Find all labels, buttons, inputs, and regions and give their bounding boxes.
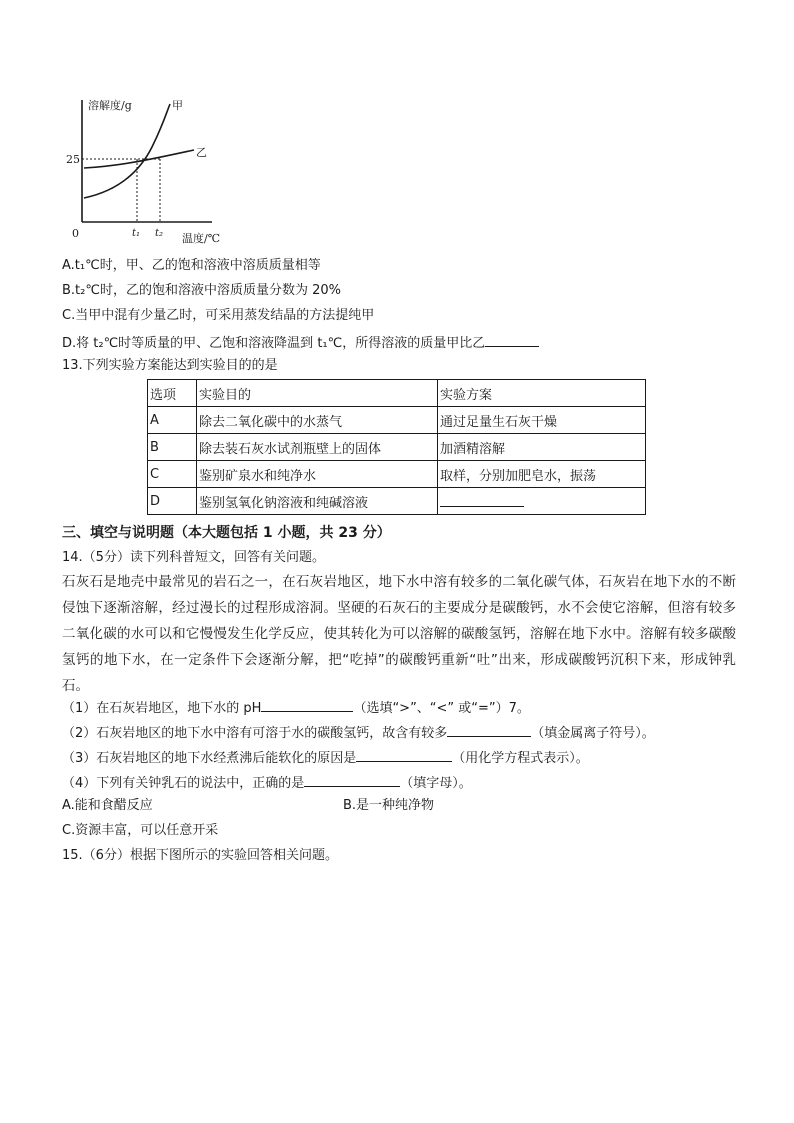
header-purpose: 实验目的	[197, 380, 438, 407]
curve-jia	[84, 104, 170, 198]
q14-sub4-text: （4）下列有关钟乳石的说法中，正确的是	[62, 776, 305, 791]
q12-option-d-text: D.将 t₂℃时等质量的甲、乙饱和溶液降温到 t₁℃，所得溶液的质量甲比乙	[62, 336, 486, 351]
row-a-option: A	[148, 407, 197, 434]
row-b-plan: 加酒精溶解	[438, 434, 646, 461]
row-d-purpose: 鉴别氢氧化钠溶液和纯碱溶液	[197, 488, 438, 515]
table-header-row	[148, 380, 646, 407]
q13-experiment-table	[147, 379, 646, 515]
q13-stem: 13.下列实验方案能达到实验目的的是	[62, 358, 278, 373]
header-plan: 实验方案	[438, 380, 646, 407]
q14-sub4	[62, 772, 472, 793]
q14-sub4-hint: （填字母）。	[400, 776, 472, 791]
solubility-graph	[62, 92, 232, 252]
q14-sub4-blank[interactable]	[304, 772, 400, 787]
q14-sub1-blank[interactable]	[261, 697, 353, 712]
q13-answer-blank[interactable]	[440, 492, 524, 507]
x-tick-t1: t₁	[132, 228, 141, 239]
q14-sub1	[62, 697, 530, 718]
q14-option-c: C.资源丰富，可以任意开采	[62, 823, 219, 838]
q14-sub3	[62, 747, 589, 768]
row-c-option: C	[148, 461, 197, 488]
q15-stem: 15.（6分）根据下图所示的实验回答相关问题。	[62, 848, 338, 863]
q14-passage: 石灰石是地壳中最常见的岩石之一，在石灰岩地区，地下水中溶有较多的二氧化碳气体，石灰岩在地下水的不断侵蚀下逐渐溶解，经过漫长的过程形成溶洞。坚硬的石灰石的主要成分是碳酸钙，水不会使它溶解，但溶有较多二氧化碳的水可以和它慢慢发生化学反应，使其转化为可以溶解的碳酸氢钙，溶解在地下水中。溶解有较多碳酸氢钙的地下水，在一定条件下会逐渐分解，把“吃掉”的碳酸钙重新“吐”出来，形成碳酸钙沉积下来，形成钟乳石。	[62, 574, 736, 694]
row-d-plan	[438, 488, 646, 515]
header-option: 选项	[148, 380, 197, 407]
q12-answer-blank[interactable]	[485, 332, 539, 347]
table-row	[148, 434, 646, 461]
row-a-purpose: 除去二氧化碳中的水蒸气	[197, 407, 438, 434]
q12-option-d	[62, 332, 539, 353]
y-tick-25: 25	[66, 153, 80, 166]
row-c-purpose: 鉴别矿泉水和纯净水	[197, 461, 438, 488]
q14-stem: 14.（5分）读下列科普短文，回答有关问题。	[62, 550, 325, 565]
y-axis-label: 溶解度/g	[88, 99, 132, 112]
q12-option-b: B.t₂℃时，乙的饱和溶液中溶质质量分数为 20%	[62, 283, 341, 298]
x-axis-label: 温度/℃	[182, 232, 221, 245]
q14-sub3-blank[interactable]	[356, 747, 452, 762]
table-row	[148, 461, 646, 488]
table-row	[148, 407, 646, 434]
curve-jia-label: 甲	[172, 99, 183, 112]
table-row	[148, 488, 646, 515]
q14-sub2-text: （2）石灰岩地区的地下水中溶有可溶于水的碳酸氢钙，故含有较多	[62, 726, 448, 741]
q14-option-b: B.是一种纯净物	[343, 798, 435, 813]
curve-yi-label: 乙	[196, 146, 207, 159]
row-d-option: D	[148, 488, 197, 515]
q14-option-a: A.能和食醋反应	[62, 798, 153, 813]
q14-sub2-hint: （填金属离子符号）。	[531, 726, 655, 741]
q12-option-c: C.当甲中混有少量乙时，可采用蒸发结晶的方法提纯甲	[62, 308, 375, 323]
row-a-plan: 通过足量生石灰干燥	[438, 407, 646, 434]
row-c-plan: 取样，分别加肥皂水，振荡	[438, 461, 646, 488]
q14-sub3-text: （3）石灰岩地区的地下水经煮沸后能软化的原因是	[62, 751, 357, 766]
origin-label: 0	[72, 227, 79, 240]
q14-sub1-text: （1）在石灰岩地区，地下水的 pH	[62, 701, 262, 716]
row-b-purpose: 除去装石灰水试剂瓶壁上的固体	[197, 434, 438, 461]
q14-sub2	[62, 722, 655, 743]
row-b-option: B	[148, 434, 197, 461]
q14-sub3-hint: （用化学方程式表示）。	[452, 751, 589, 766]
q12-option-a: A.t₁℃时，甲、乙的饱和溶液中溶质质量相等	[62, 258, 321, 273]
q14-sub1-hint: （选填“>”、“<” 或“=”）7。	[353, 701, 530, 716]
section3-title: 三、填空与说明题（本大题包括 1 小题，共 23 分）	[62, 525, 391, 541]
q14-sub2-blank[interactable]	[447, 722, 531, 737]
x-tick-t2: t₂	[155, 228, 164, 239]
